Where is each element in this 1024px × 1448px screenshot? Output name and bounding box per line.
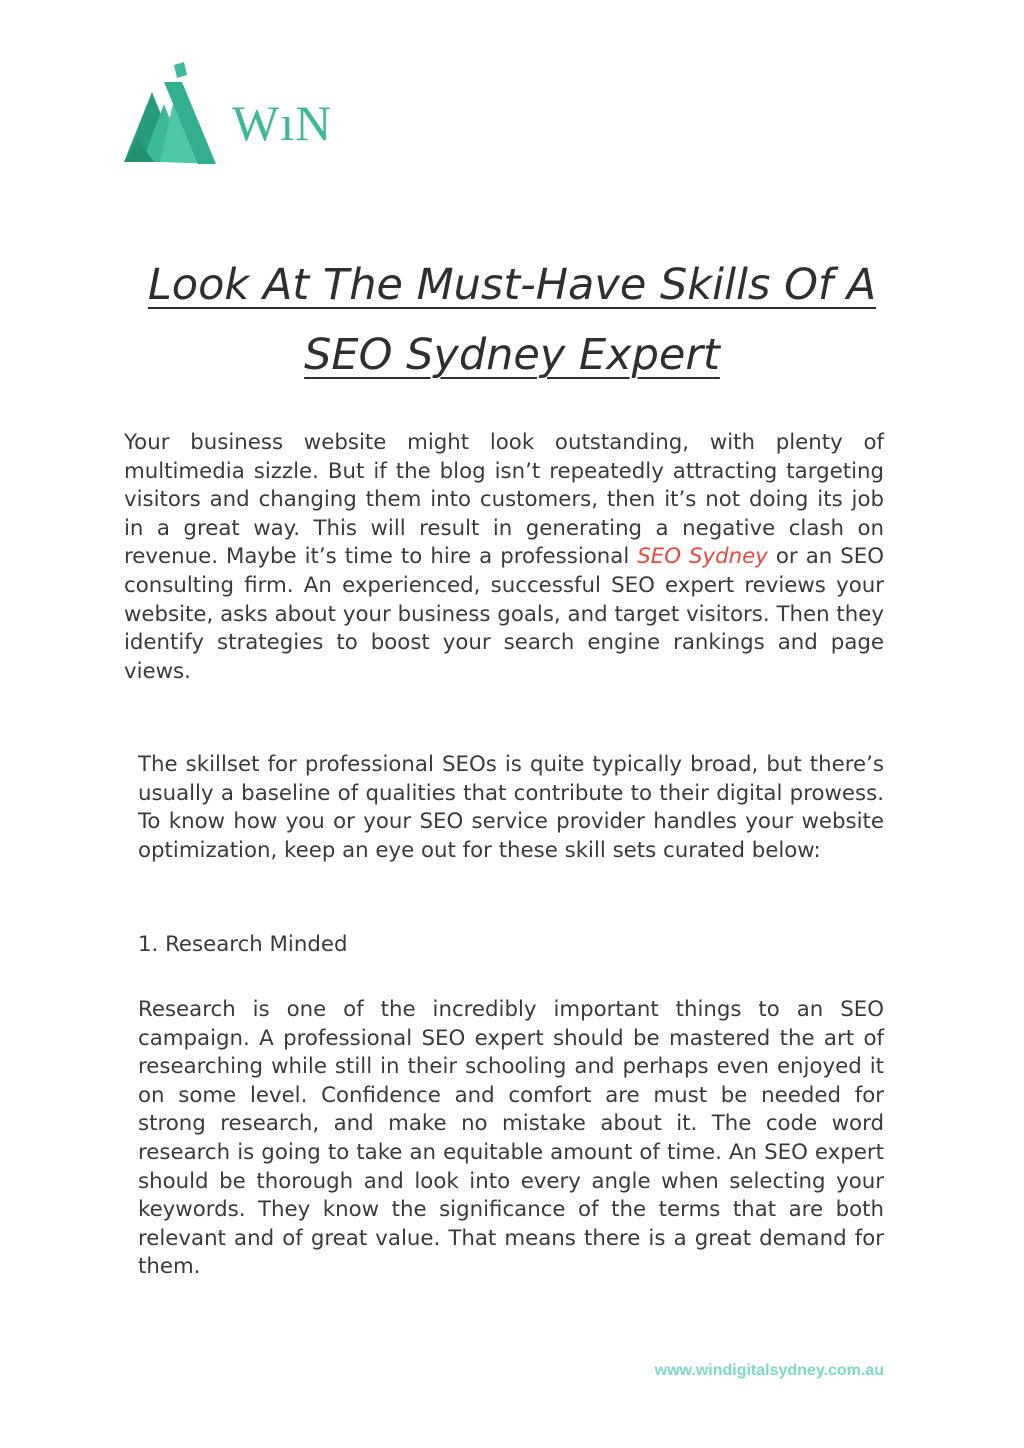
seo-sydney-link[interactable]: SEO Sydney (637, 544, 768, 570)
win-logo-text: WıN (232, 95, 333, 151)
intro-text-end: or an SEO consulting firm. An experienced, successful SEO expert reviews your website, asks about your business goals, and target visitors. Then they identify strategies to boost your search engine rankings and page views. (124, 544, 884, 684)
footer-website-link[interactable]: www.windigitalsydney.com.au (654, 1362, 884, 1379)
intro-paragraph (124, 429, 884, 686)
research-paragraph: Research is one of the incredibly important things to an SEO campaign. A professional SEO expert should be mastered the art of researching while still in their schooling and perhaps even enjoyed it on some level. Confidence and comfort are must be needed for strong research, and make no mistake about it. The code word research is going to take an equitable amount of time. An SEO expert should be thorough and look into every angle when selecting your keywords. They know the significance of the terms that are both relevant and of great value. That means there is a great demand for them. (138, 997, 884, 1280)
win-logo (124, 62, 364, 172)
skillset-paragraph: The skillset for professional SEOs is quite typically broad, but there’s usually a baseline of qualities that contribute to their digital prowess. To know how you or your SEO service provider handles your website optimization, keep an eye out for these skill sets curated below: (138, 752, 884, 863)
section-heading-research-minded: 1. Research Minded (138, 932, 348, 957)
page-title: Look At The Must-Have Skills Of A SEO Sydney Expert (147, 260, 877, 380)
intro-text-start: Your business website might look outstanding, with plenty of multimedia sizzle. But if the blog isn’t repeatedly attracting targeting visitors and changing them into customers, then it’s not doing its job in a great way. This will result in generating a negative clash on revenue. Maybe it’s time to hire a professional (124, 430, 884, 570)
win-logo-mark (124, 62, 224, 172)
